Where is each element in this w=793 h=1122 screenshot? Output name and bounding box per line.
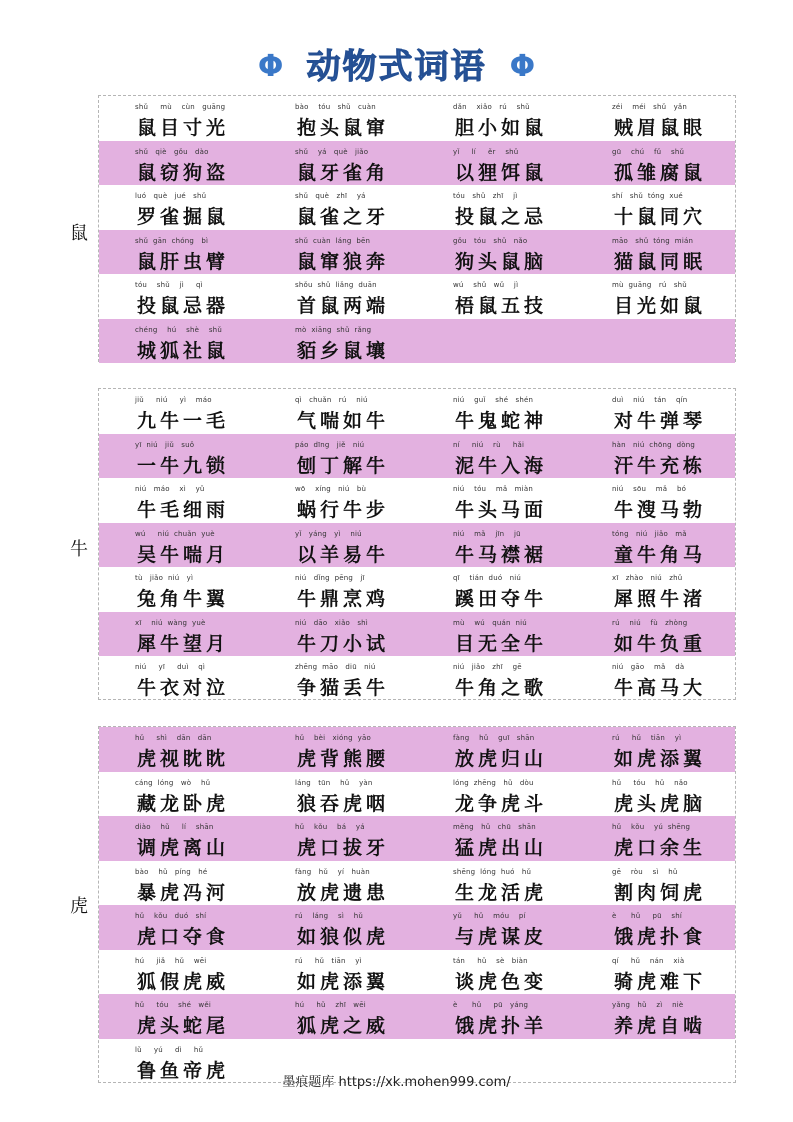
list-item: [259, 905, 409, 950]
list-item: [417, 994, 567, 1039]
list-item: [576, 274, 726, 319]
footer-watermark: 墨痕题库 https://xk.mohen999.com/: [282, 1075, 511, 1090]
pinyin: yǐ lí ěr shǔ: [453, 147, 519, 156]
pinyin: gū chú fǔ shǔ: [612, 147, 685, 156]
pinyin: gē ròu sì hǔ: [612, 867, 678, 876]
list-item: [99, 994, 249, 1039]
list-item: [576, 185, 726, 230]
idiom: 虎头虎脑: [614, 792, 707, 815]
idiom: 貊乡鼠壤: [297, 339, 390, 362]
pinyin: niú tóu mǎ miàn: [453, 485, 533, 493]
list-item: [417, 567, 567, 612]
pinyin: niú dǐng pēng jī: [295, 574, 365, 582]
idiom: 鼠目寸光: [137, 117, 230, 139]
pinyin: niú guǐ shé shén: [453, 396, 534, 404]
list-item: [576, 727, 726, 772]
section-tiger: [98, 726, 736, 1083]
pinyin: hǔ shì dān dān: [135, 734, 212, 742]
list-item: [576, 950, 726, 995]
pinyin: tù jiǎo niú yì: [135, 574, 194, 582]
list-item: [259, 727, 409, 772]
idiom: 牛高马大: [614, 677, 707, 699]
pinyin: dǎn xiǎo rú shǔ: [453, 103, 530, 111]
pinyin: wō xíng niú bù: [295, 485, 367, 493]
page-title: 动物式词语: [306, 47, 487, 87]
pinyin: yǔ hǔ móu pí: [453, 912, 526, 920]
idiom: 城狐社鼠: [137, 339, 230, 362]
idiom: 鼠牙雀角: [297, 161, 390, 184]
table-row: [99, 478, 735, 523]
idiom: 狐假虎威: [137, 970, 230, 993]
section-rat: [98, 95, 736, 362]
pinyin: hǔ kǒu yú shēng: [612, 823, 691, 831]
pinyin: bào hǔ píng hé: [135, 867, 208, 876]
pinyin: niú dāo xiǎo shì: [295, 618, 368, 627]
idiom: 猫鼠同眠: [614, 250, 707, 273]
idiom: 调虎离山: [137, 837, 230, 859]
pinyin: duì niú tán qín: [612, 396, 688, 404]
idiom: 十鼠同穴: [614, 206, 707, 228]
list-item: [576, 434, 726, 479]
idiom: 梧鼠五技: [455, 295, 548, 317]
idiom: 虎视眈眈: [137, 748, 230, 770]
list-item: [259, 434, 409, 479]
list-item: [99, 816, 249, 861]
table-row: [99, 523, 735, 568]
idiom: 罗雀掘鼠: [137, 206, 230, 228]
pinyin: ní niú rù hǎi: [453, 440, 525, 449]
list-item: [259, 567, 409, 612]
table-row: [99, 319, 735, 364]
section-label-rat: 鼠: [70, 223, 88, 244]
list-item: [259, 274, 409, 319]
idiom: 投鼠忌器: [137, 295, 230, 317]
list-item: [259, 656, 409, 701]
list-item: [417, 816, 567, 861]
pinyin: niú sōu mǎ bó: [612, 485, 687, 493]
table-row: [99, 567, 735, 612]
idiom: 暴虎冯河: [137, 881, 230, 904]
list-item: [99, 772, 249, 817]
pinyin: shǔ yá què jiǎo: [295, 147, 369, 156]
pinyin: qí hǔ nán xià: [612, 956, 685, 965]
idiom: 首鼠两端: [297, 295, 390, 317]
idiom: 虎口余生: [614, 837, 707, 859]
list-item: [99, 141, 249, 186]
pinyin: hǔ kǒu bá yá: [295, 823, 365, 831]
list-item: [259, 389, 409, 434]
list-item: [259, 816, 409, 861]
pinyin: hǔ tóu hǔ nǎo: [612, 778, 688, 787]
list-item: [99, 274, 249, 319]
idiom: 虎背熊腰: [297, 748, 390, 770]
title-bar: [0, 44, 793, 90]
idiom: 牛衣对泣: [137, 677, 230, 699]
table-row: [99, 950, 735, 995]
idiom: 虎口夺食: [137, 926, 230, 948]
section-label-ox: 牛: [70, 539, 88, 560]
table-row: [99, 816, 735, 861]
pinyin: yī niú jiǔ suǒ: [135, 440, 195, 449]
idiom: 牛角之歌: [455, 677, 548, 699]
table-row: [99, 389, 735, 434]
idiom: 如牛负重: [614, 632, 707, 655]
pinyin: láng tūn hǔ yàn: [295, 778, 373, 787]
list-item: [417, 274, 567, 319]
idiom: 牛刀小试: [297, 632, 390, 655]
section-label-tiger: 虎: [70, 896, 88, 917]
list-item: [99, 567, 249, 612]
pinyin: è hǔ pū yáng: [453, 1001, 529, 1009]
list-item: [417, 727, 567, 772]
pinyin: mù guāng rú shǔ: [612, 281, 687, 289]
idiom: 牛毛细雨: [137, 499, 230, 521]
list-item: [259, 185, 409, 230]
list-item: [417, 141, 567, 186]
list-item: [417, 656, 567, 701]
pinyin: cáng lóng wò hǔ: [135, 778, 211, 787]
idiom: 藏龙卧虎: [137, 792, 230, 815]
idiom: 鲁鱼帝虎: [137, 1059, 230, 1082]
list-item: [417, 772, 567, 817]
list-item: [99, 478, 249, 523]
idiom: 蜗行牛步: [297, 499, 390, 521]
list-item: [259, 612, 409, 657]
pinyin: niú yī duì qì: [135, 663, 206, 671]
list-item: [259, 319, 409, 364]
idiom: 兔角牛翼: [137, 588, 230, 610]
idiom: 放虎遗患: [297, 881, 390, 904]
pinyin: xī niú wàng yuè: [135, 618, 206, 627]
list-item: [576, 141, 726, 186]
pinyin: rú hǔ tiān yì: [295, 956, 362, 965]
pinyin: gǒu tóu shǔ nǎo: [453, 236, 528, 245]
idiom: 与虎谋皮: [455, 926, 548, 948]
list-item: [576, 905, 726, 950]
list-item: [99, 727, 249, 772]
table-row: [99, 230, 735, 275]
pinyin: wú shǔ wǔ jì: [453, 281, 519, 289]
list-item: [576, 389, 726, 434]
idiom: 目光如鼠: [614, 295, 707, 317]
idiom: 龙争虎斗: [455, 792, 548, 815]
list-item: [417, 389, 567, 434]
table-row: [99, 185, 735, 230]
idiom: 牛马襟裾: [455, 543, 548, 566]
pinyin: rú niú fù zhòng: [612, 618, 688, 627]
pinyin: chéng hú shè shǔ: [135, 325, 222, 334]
idiom: 虎口拔牙: [297, 837, 390, 859]
idiom: 猛虎出山: [455, 837, 548, 859]
idiom: 如虎添翼: [614, 748, 707, 770]
idiom: 鼠肝虫臂: [137, 250, 230, 273]
idiom: 饿虎扑羊: [455, 1015, 548, 1037]
list-item: [417, 523, 567, 568]
list-item: [417, 478, 567, 523]
table-row: [99, 727, 735, 772]
idiom: 以羊易牛: [297, 543, 390, 566]
list-item: [99, 905, 249, 950]
pinyin: shǔ què zhī yá: [295, 192, 366, 200]
pinyin: diào hǔ lí shān: [135, 823, 214, 831]
section-ox: [98, 388, 736, 700]
table-row: [99, 772, 735, 817]
pinyin: shǔ mù cùn guāng: [135, 103, 226, 111]
idiom: 牛鬼蛇神: [455, 410, 548, 432]
idiom: 鼠雀之牙: [297, 206, 390, 228]
table-row: [99, 612, 735, 657]
list-item: [99, 389, 249, 434]
pinyin: yǎng hǔ zì niè: [612, 1001, 684, 1009]
pinyin: niú gāo mǎ dà: [612, 663, 685, 671]
idiom: 汗牛充栋: [614, 454, 707, 477]
list-item: [259, 478, 409, 523]
list-item: [576, 816, 726, 861]
pinyin: hǔ kǒu duó shí: [135, 912, 207, 920]
idiom: 犀照牛渚: [614, 588, 707, 610]
idiom: 如虎添翼: [297, 970, 390, 993]
pinyin: tóu shǔ jì qì: [135, 281, 203, 289]
list-item: [99, 656, 249, 701]
idiom: 谈虎色变: [455, 970, 548, 993]
pinyin: lóng zhēng hǔ dòu: [453, 778, 534, 787]
pinyin: shǔ qiè gǒu dào: [135, 147, 209, 156]
list-item: [259, 141, 409, 186]
pinyin: qī tián duó niú: [453, 574, 522, 582]
idiom: 饿虎扑食: [614, 926, 707, 948]
pinyin: è hǔ pū shí: [612, 912, 683, 920]
pinyin: fàng hǔ guī shān: [453, 734, 535, 742]
list-item: [417, 96, 567, 141]
table-row: [99, 861, 735, 906]
list-item: [576, 523, 726, 568]
pinyin: mò xiāng shǔ rǎng: [295, 325, 372, 334]
list-item: [576, 994, 726, 1039]
pinyin: tóng niú jiǎo mǎ: [612, 529, 687, 538]
table-row: [99, 994, 735, 1039]
list-item: [259, 861, 409, 906]
list-item: [259, 523, 409, 568]
pinyin: shǔ gān chóng bì: [135, 236, 209, 245]
pinyin: rú hǔ tiān yì: [612, 734, 682, 742]
right-decoration-icon: Φ: [509, 49, 536, 84]
table-row: [99, 905, 735, 950]
pinyin: mù wú quán niú: [453, 618, 527, 627]
pinyin: shǔ cuàn láng bēn: [295, 236, 371, 245]
pinyin: hú jiǎ hǔ wēi: [135, 956, 207, 965]
list-item: [259, 96, 409, 141]
idiom: 争猫丢牛: [297, 677, 390, 699]
list-item: [259, 950, 409, 995]
list-item: [99, 950, 249, 995]
list-item: [99, 523, 249, 568]
idiom: 牛溲马勃: [614, 499, 707, 521]
pinyin: zéi méi shǔ yǎn: [612, 103, 688, 111]
list-item: [576, 96, 726, 141]
list-item: [259, 994, 409, 1039]
pinyin: niú jiǎo zhī gē: [453, 663, 522, 671]
list-item: [576, 656, 726, 701]
table-row: [99, 656, 735, 701]
pinyin: fàng hǔ yí huàn: [295, 867, 370, 876]
pinyin: shí shǔ tóng xué: [612, 192, 683, 200]
idiom: 贼眉鼠眼: [614, 117, 707, 139]
idiom: 放虎归山: [455, 748, 548, 770]
idiom: 虎头蛇尾: [137, 1015, 230, 1037]
list-item: [417, 185, 567, 230]
list-item: [576, 861, 726, 906]
table-row: [99, 274, 735, 319]
table-row: [99, 96, 735, 141]
idiom: 童牛角马: [614, 543, 707, 566]
idiom: 对牛弹琴: [614, 410, 707, 432]
pinyin: shǒu shǔ liǎng duān: [295, 281, 377, 289]
list-item: [417, 612, 567, 657]
pinyin: jiǔ niú yì máo: [135, 396, 212, 404]
idiom: 如狼似虎: [297, 926, 390, 948]
idiom: 投鼠之忌: [455, 206, 548, 228]
list-item: [417, 950, 567, 995]
idiom: 犀牛望月: [137, 632, 230, 655]
idiom: 一牛九锁: [137, 454, 230, 477]
list-item: [99, 96, 249, 141]
idiom: 割肉饲虎: [614, 881, 707, 904]
table-row: [99, 434, 735, 479]
pinyin: luó què jué shǔ: [135, 192, 207, 200]
pinyin: xī zhào niú zhǔ: [612, 574, 683, 582]
list-item: [576, 772, 726, 817]
table-row: [99, 141, 735, 186]
pinyin: hú hǔ zhī wēi: [295, 1001, 366, 1009]
pinyin: niú máo xì yǔ: [135, 485, 205, 493]
pinyin: tóu shǔ zhī jì: [453, 192, 518, 200]
pinyin: qì chuǎn rú niú: [295, 396, 368, 404]
list-item: [259, 772, 409, 817]
idiom: 以狸饵鼠: [455, 161, 548, 184]
pinyin: niú mǎ jīn jū: [453, 529, 521, 538]
idiom: 养虎自啮: [614, 1015, 707, 1037]
pinyin: páo dīng jiě niú: [295, 440, 365, 449]
idiom: 牛头马面: [455, 499, 548, 521]
idiom: 抱头鼠窜: [297, 117, 390, 139]
idiom: 骑虎难下: [614, 970, 707, 993]
list-item: [576, 612, 726, 657]
idiom: 鼠窜狼奔: [297, 250, 390, 273]
left-decoration-icon: Φ: [257, 49, 284, 84]
pinyin: tán hǔ sè biàn: [453, 956, 528, 965]
idiom: 生龙活虎: [455, 881, 548, 904]
list-item: [576, 567, 726, 612]
list-item: [576, 230, 726, 275]
list-item: [99, 230, 249, 275]
pinyin: shēng lóng huó hǔ: [453, 867, 532, 876]
pinyin: lǔ yú dì hǔ: [135, 1045, 204, 1054]
idiom: 目无全牛: [455, 632, 548, 655]
pinyin: rú láng sì hǔ: [295, 912, 363, 920]
pinyin: māo shǔ tóng mián: [612, 236, 694, 245]
idiom: 狼吞虎咽: [297, 792, 390, 815]
idiom: 泥牛入海: [455, 454, 548, 477]
pinyin: hǔ bèi xióng yāo: [295, 734, 371, 742]
pinyin: zhēng māo diū niú: [295, 663, 376, 671]
pinyin: yǐ yáng yì niú: [295, 529, 362, 538]
idiom: 狗头鼠脑: [455, 250, 548, 273]
idiom: 狐虎之威: [297, 1015, 390, 1037]
idiom: 刨丁解牛: [297, 454, 390, 477]
idiom: 吴牛喘月: [137, 543, 230, 566]
list-item: [417, 230, 567, 275]
pinyin: bào tóu shǔ cuàn: [295, 103, 376, 111]
idiom: 胆小如鼠: [455, 117, 548, 139]
idiom: 蹊田夺牛: [455, 588, 548, 610]
idiom: 鼠窃狗盗: [137, 161, 230, 184]
pinyin: měng hǔ chū shān: [453, 823, 536, 831]
list-item: [99, 434, 249, 479]
pinyin: hàn niú chōng dòng: [612, 440, 696, 449]
idiom: 孤雏腐鼠: [614, 161, 707, 184]
list-item: [99, 185, 249, 230]
idiom: 九牛一毛: [137, 410, 230, 432]
list-item: [417, 434, 567, 479]
list-item: [99, 861, 249, 906]
pinyin: wú niú chuǎn yuè: [135, 529, 215, 538]
list-item: [259, 230, 409, 275]
idiom: 牛鼎烹鸡: [297, 588, 390, 610]
list-item: [99, 319, 249, 364]
list-item: [576, 478, 726, 523]
list-item: [417, 861, 567, 906]
idiom: 气喘如牛: [297, 410, 390, 432]
pinyin: hǔ tóu shé wěi: [135, 1001, 212, 1009]
list-item: [417, 905, 567, 950]
list-item: [99, 612, 249, 657]
